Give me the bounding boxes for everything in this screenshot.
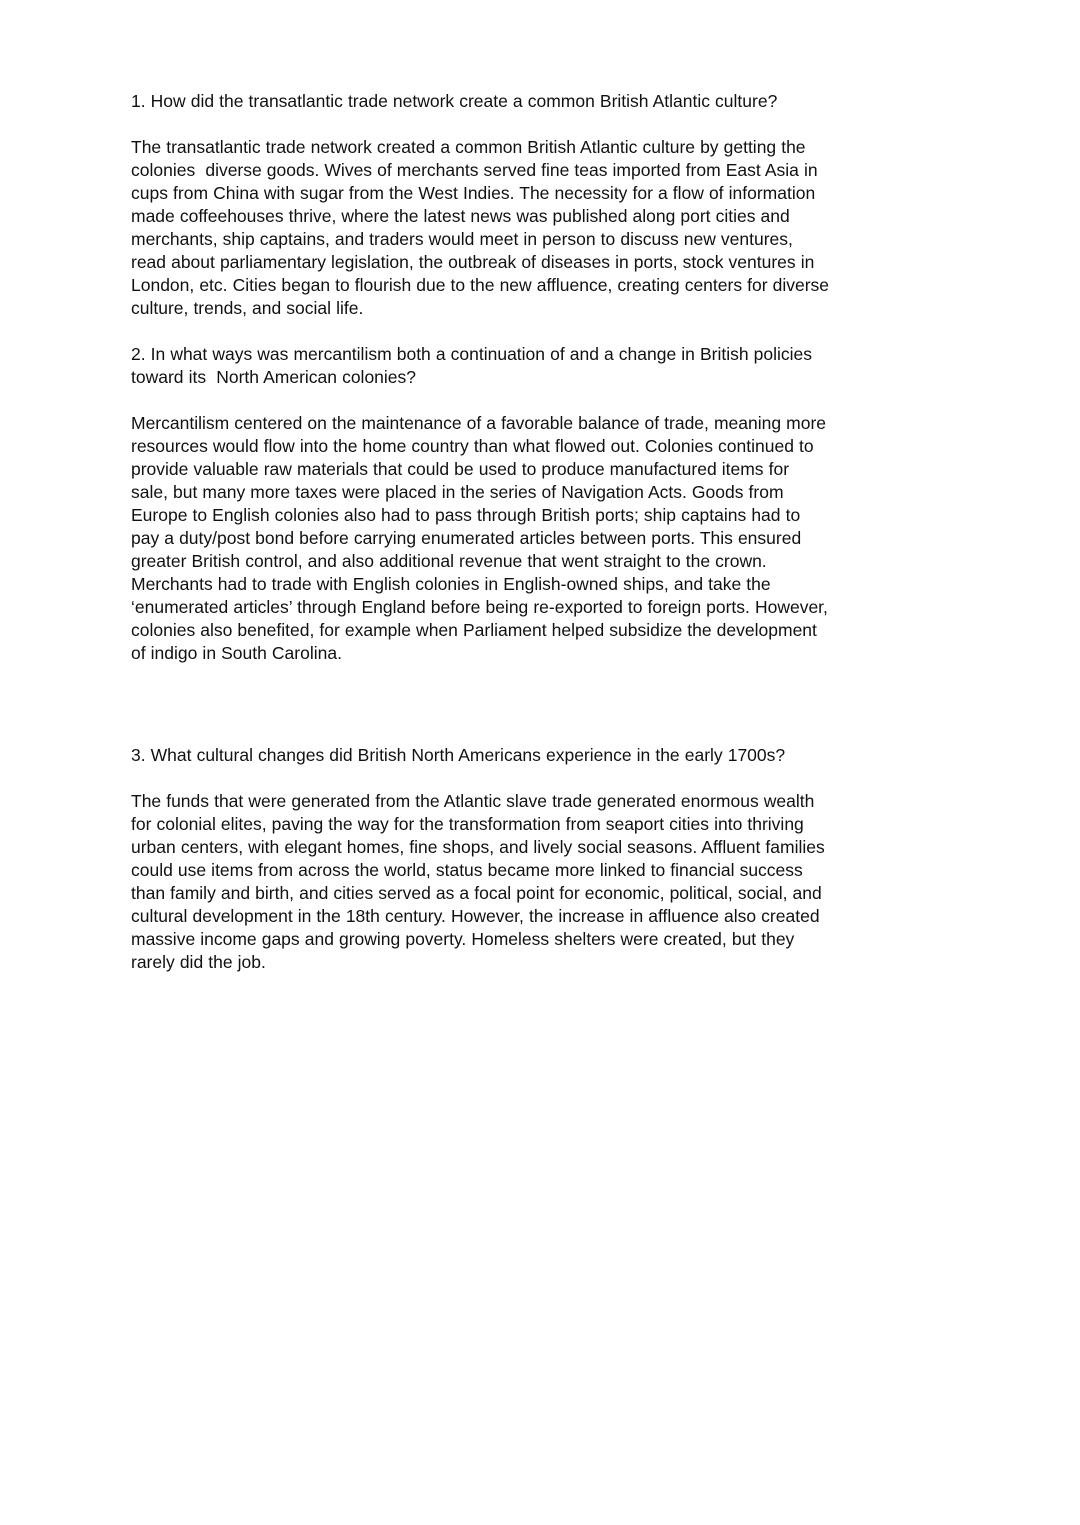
answer-1: The transatlantic trade network created a common British Atlantic culture by getting the colonies diverse goods. Wives of merchants served fine teas imported from East Asia in cups from China with sugar from the West Indies. The necessity for a flow of information made coffeehouses thrive, where the latest news was published along port cities and merchants, ship captains, and traders would meet in person to discuss new ventures, read about parliamentary legislation, the outbreak of diseases in ports, stock ventures in London, etc. Cities began to flourish due to the new affluence, creating centers for diverse culture, trends, and social life.	[131, 137, 835, 318]
question-2: 2. In what ways was mercantilism both a continuation of and a change in British policies toward its North American colonies?	[131, 344, 818, 387]
qa-section-2	[131, 343, 831, 665]
answer-2: Mercantilism centered on the maintenance of a favorable balance of trade, meaning more resources would flow into the home country than what flowed out. Colonies continued to provide valuable raw materials that could be used to produce manufactured items for sale, but many more taxes were placed in the series of Navigation Acts. Goods from Europe to English colonies also had to pass through British ports; ship captains had to pay a duty/post bond before carrying enumerated articles between ports. This ensured greater British control, and also additional revenue that went straight to the crown. Merchants had to trade with English colonies in English-owned ships, and take the ‘enumerated articles’ through England before being re-exported to foreign ports. However, colonies also benefited, for example when Parliament helped subsidize the development of indigo in South Carolina.	[131, 413, 833, 663]
qa-section-3	[131, 744, 831, 974]
answer-3: The funds that were generated from the Atlantic slave trade generated enormous wealth for colonial elites, paving the way for the transformation from seaport cities into thriving urban centers, with elegant homes, fine shops, and lively social seasons. Affluent families could use items from across the world, status became more linked to financial success than family and birth, and cities served as a focal point for economic, political, social, and cultural development in the 18th century. However, the increase in affluence also created massive income gaps and growing poverty. Homeless shelters were created, but they rarely did the job.	[131, 791, 830, 972]
qa-section-1	[131, 90, 835, 320]
question-3: 3. What cultural changes did British North Americans experience in the early 1700s?	[131, 745, 786, 765]
question-1: 1. How did the transatlantic trade network create a common British Atlantic culture?	[131, 91, 778, 111]
